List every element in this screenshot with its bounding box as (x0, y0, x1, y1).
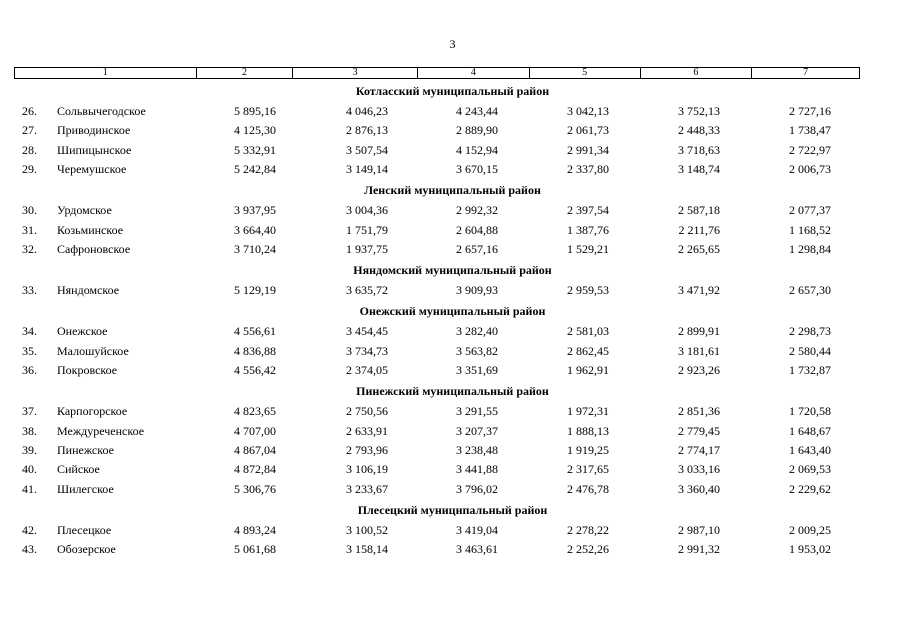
row-number: 43. (22, 542, 37, 557)
table-row (0, 123, 905, 139)
value-cell: 3 796,02 (456, 481, 498, 496)
value-cell: 3 463,61 (456, 542, 498, 557)
table-row (0, 542, 905, 558)
value-cell: 2 061,73 (567, 123, 609, 138)
value-cell: 3 752,13 (678, 104, 720, 118)
value-cell: 2 337,80 (567, 161, 609, 176)
value-cell: 2 252,26 (567, 542, 609, 557)
value-cell: 2 923,26 (678, 363, 720, 377)
table-row (0, 443, 905, 459)
header-col-6: 6 (641, 68, 753, 78)
row-number: 31. (22, 222, 37, 237)
row-number: 34. (22, 324, 37, 339)
value-cell: 3 635,72 (346, 283, 388, 298)
value-cell: 3 710,24 (234, 241, 276, 256)
value-cell: 2 265,65 (678, 241, 720, 256)
value-cell: 3 100,52 (346, 522, 388, 537)
value-cell: 2 317,65 (567, 462, 609, 477)
value-cell: 5 332,91 (234, 142, 276, 157)
value-cell: 3 664,40 (234, 222, 276, 237)
value-cell: 2 397,54 (567, 203, 609, 218)
value-cell: 2 229,62 (789, 481, 831, 496)
value-cell: 3 291,55 (456, 404, 498, 419)
value-cell: 1 298,84 (789, 241, 831, 256)
settlement-name: Сийское (57, 462, 100, 477)
row-number: 30. (22, 203, 37, 218)
header-col-7: 7 (803, 67, 809, 78)
value-cell: 2 006,73 (789, 161, 831, 176)
table-row (0, 424, 905, 440)
value-cell: 3 454,45 (346, 324, 388, 339)
value-cell: 2 899,91 (678, 324, 720, 339)
value-cell: 3 004,36 (346, 203, 388, 218)
row-number: 27. (22, 123, 37, 138)
table-row (0, 104, 905, 120)
value-cell: 2 077,37 (789, 203, 831, 218)
value-cell: 2 211,76 (678, 222, 720, 237)
value-cell: 1 888,13 (567, 423, 609, 438)
value-cell: 2 476,78 (567, 481, 609, 496)
table-row (0, 283, 905, 299)
value-cell: 4 125,30 (234, 123, 276, 138)
row-number: 37. (22, 404, 37, 419)
value-cell: 1 720,58 (789, 404, 831, 419)
value-cell: 3 351,69 (456, 363, 498, 377)
section-title: Онежский муниципальный район (359, 304, 546, 319)
section-title: Няндомский муниципальный район (353, 263, 552, 278)
table-row (0, 363, 905, 379)
table-row (0, 482, 905, 498)
section-title: Пинежский муниципальный район (356, 384, 549, 399)
row-number: 38. (22, 423, 37, 438)
value-cell: 2 862,45 (567, 343, 609, 358)
value-cell: 2 069,53 (789, 462, 831, 477)
value-cell: 3 282,40 (456, 324, 498, 339)
settlement-name: Шилегское (57, 481, 114, 496)
value-cell: 2 587,18 (678, 203, 720, 218)
table-header (14, 67, 860, 79)
value-cell: 4 707,00 (234, 423, 276, 438)
table-row (0, 223, 905, 239)
settlement-name: Сафроновское (57, 241, 131, 256)
settlement-name: Сольвычегодское (57, 104, 146, 118)
header-col-1: 1 (15, 68, 197, 78)
value-cell: 5 895,16 (234, 104, 276, 118)
value-cell: 3 471,92 (678, 283, 720, 298)
header-col-2: 2 (197, 68, 294, 78)
value-cell: 2 657,16 (456, 241, 498, 256)
value-cell: 2 987,10 (678, 522, 720, 537)
settlement-name: Шипицынское (57, 142, 132, 157)
value-cell: 1 732,87 (789, 363, 831, 377)
table-row (0, 162, 905, 178)
settlement-name: Няндомское (57, 283, 120, 298)
value-cell: 2 727,16 (789, 104, 831, 118)
settlement-name: Малошуйское (57, 343, 129, 358)
value-cell: 1 387,76 (567, 222, 609, 237)
value-cell: 4 836,88 (234, 343, 276, 358)
value-cell: 2 992,32 (456, 203, 498, 218)
settlement-name: Урдомское (57, 203, 112, 218)
settlement-name: Обозерское (57, 542, 116, 557)
value-cell: 3 181,61 (678, 343, 720, 358)
value-cell: 3 149,14 (346, 161, 388, 176)
page-number: 3 (449, 37, 456, 51)
value-cell: 2 750,56 (346, 404, 388, 419)
value-cell: 2 009,25 (789, 522, 831, 537)
value-cell: 4 867,04 (234, 442, 276, 457)
value-cell: 3 158,14 (346, 542, 388, 557)
value-cell: 3 233,67 (346, 481, 388, 496)
value-cell: 1 738,47 (789, 123, 831, 138)
value-cell: 2 779,45 (678, 423, 720, 438)
value-cell: 3 238,48 (456, 442, 498, 457)
settlement-name: Козьминское (57, 222, 124, 237)
value-cell: 2 991,32 (678, 542, 720, 557)
row-number: 29. (22, 161, 37, 176)
value-cell: 4 556,42 (234, 363, 276, 377)
value-cell: 3 419,04 (456, 522, 498, 537)
value-cell: 3 909,93 (456, 283, 498, 298)
row-number: 32. (22, 241, 37, 256)
header-col-4: 4 (418, 68, 530, 78)
value-cell: 4 872,84 (234, 462, 276, 477)
section-title: Ленский муниципальный район (364, 183, 541, 198)
value-cell: 1 972,31 (567, 404, 609, 419)
table-row (0, 344, 905, 360)
value-cell: 5 061,68 (234, 542, 276, 557)
value-cell: 2 374,05 (346, 363, 388, 377)
table-row (0, 203, 905, 219)
value-cell: 1 643,40 (789, 442, 831, 457)
settlement-name: Покровское (57, 363, 118, 377)
row-number: 36. (22, 363, 37, 377)
value-cell: 1 953,02 (789, 542, 831, 557)
value-cell: 5 242,84 (234, 161, 276, 176)
value-cell: 2 774,17 (678, 442, 720, 457)
value-cell: 3 937,95 (234, 203, 276, 218)
row-number: 28. (22, 142, 37, 157)
row-number: 35. (22, 343, 37, 358)
row-number: 26. (22, 104, 37, 118)
value-cell: 3 670,15 (456, 161, 498, 176)
value-cell: 1 648,67 (789, 423, 831, 438)
header-col-5: 5 (530, 68, 641, 78)
value-cell: 2 876,13 (346, 123, 388, 138)
value-cell: 4 046,23 (346, 104, 388, 118)
settlement-name: Междуреченское (57, 423, 145, 438)
value-cell: 2 448,33 (678, 123, 720, 138)
header-col-3: 3 (293, 68, 418, 78)
value-cell: 2 722,97 (789, 142, 831, 157)
value-cell: 2 298,73 (789, 324, 831, 339)
section-title: Плесецкий муниципальный район (357, 502, 548, 517)
settlement-name: Онежское (57, 324, 108, 339)
settlement-name: Пинежское (57, 442, 114, 457)
value-cell: 3 507,54 (346, 142, 388, 157)
settlement-name: Приводинское (57, 123, 131, 138)
value-cell: 1 962,91 (567, 363, 609, 377)
value-cell: 4 823,65 (234, 404, 276, 419)
row-number: 40. (22, 462, 37, 477)
value-cell: 1 919,25 (567, 442, 609, 457)
value-cell: 2 851,36 (678, 404, 720, 419)
value-cell: 3 718,63 (678, 142, 720, 157)
table-row (0, 404, 905, 420)
value-cell: 3 563,82 (456, 343, 498, 358)
value-cell: 2 633,91 (346, 423, 388, 438)
row-number: 33. (22, 283, 37, 298)
value-cell: 1 937,75 (346, 241, 388, 256)
value-cell: 2 793,96 (346, 442, 388, 457)
value-cell: 2 581,03 (567, 324, 609, 339)
value-cell: 2 959,53 (567, 283, 609, 298)
value-cell: 2 580,44 (789, 343, 831, 358)
value-cell: 4 556,61 (234, 324, 276, 339)
value-cell: 2 991,34 (567, 142, 609, 157)
value-cell: 1 751,79 (346, 222, 388, 237)
value-cell: 3 441,88 (456, 462, 498, 477)
value-cell: 3 033,16 (678, 462, 720, 477)
value-cell: 2 889,90 (456, 123, 498, 138)
value-cell: 3 106,19 (346, 462, 388, 477)
row-number: 41. (22, 481, 37, 496)
settlement-name: Карпогорское (57, 404, 128, 419)
value-cell: 5 306,76 (234, 481, 276, 496)
table-row (0, 242, 905, 258)
value-cell: 4 243,44 (456, 104, 498, 118)
row-number: 42. (22, 522, 37, 537)
value-cell: 2 657,30 (789, 283, 831, 298)
settlement-name: Плесецкое (57, 522, 112, 537)
value-cell: 5 129,19 (234, 283, 276, 298)
table-row (0, 143, 905, 159)
table-row (0, 462, 905, 478)
value-cell: 3 734,73 (346, 343, 388, 358)
value-cell: 3 042,13 (567, 104, 609, 118)
row-number: 39. (22, 442, 37, 457)
value-cell: 4 152,94 (456, 142, 498, 157)
table-row (0, 324, 905, 340)
value-cell: 2 278,22 (567, 522, 609, 537)
settlement-name: Черемушское (57, 161, 127, 176)
value-cell: 3 148,74 (678, 161, 720, 176)
value-cell: 1 168,52 (789, 222, 831, 237)
value-cell: 3 360,40 (678, 481, 720, 496)
table-row (0, 523, 905, 539)
value-cell: 4 893,24 (234, 522, 276, 537)
value-cell: 3 207,37 (456, 423, 498, 438)
value-cell: 1 529,21 (567, 241, 609, 256)
section-title: Котласский муниципальный район (355, 84, 550, 98)
value-cell: 2 604,88 (456, 222, 498, 237)
